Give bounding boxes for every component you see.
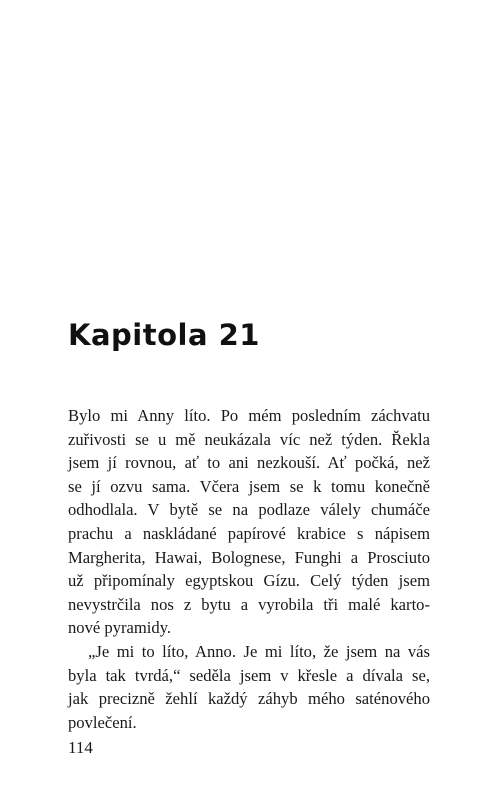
text-line: nevystrčila nos z bytu a vyrobila tři malé karto- [68, 594, 430, 614]
text-line: prachu a naskládané papírové krabice s nápisem [68, 523, 430, 543]
chapter-body [68, 404, 430, 734]
text-line: jak precizně žehlí každý záhyb mého saténového [68, 689, 430, 709]
text-line: „Je mi to líto, Anno. Je mi líto, že jsem na vás [88, 641, 430, 661]
text-line: už připomínaly egyptskou Gízu. Celý týden jsem [68, 571, 430, 591]
chapter-title: Kapitola 21 [68, 318, 260, 352]
page-number: 114 [68, 738, 93, 757]
text-line: se jí ozvu sama. Včera jsem se k tomu konečně [68, 476, 430, 496]
paragraph-2 [68, 640, 430, 734]
text-line: Bylo mi Anny líto. Po mém posledním záchvatu [68, 406, 430, 425]
text-line: zuřivosti se u mě neukázala víc než týden. Řekla [68, 429, 430, 449]
text-line: Margherita, Hawai, Bolognese, Funghi a Prosciuto [68, 547, 430, 567]
text-line: nové pyramidy. [68, 618, 172, 638]
text-line: byla tak tvrdá,“ seděla jsem v křesle a dívala se, [68, 665, 430, 685]
paragraph-1 [68, 404, 430, 640]
text-line: odhodlala. V bytě se na podlaze válely chumáče [68, 500, 430, 520]
text-line: povlečení. [68, 712, 137, 732]
text-line: jsem jí rovnou, ať to ani nezkouší. Ať počká, než [68, 453, 430, 473]
